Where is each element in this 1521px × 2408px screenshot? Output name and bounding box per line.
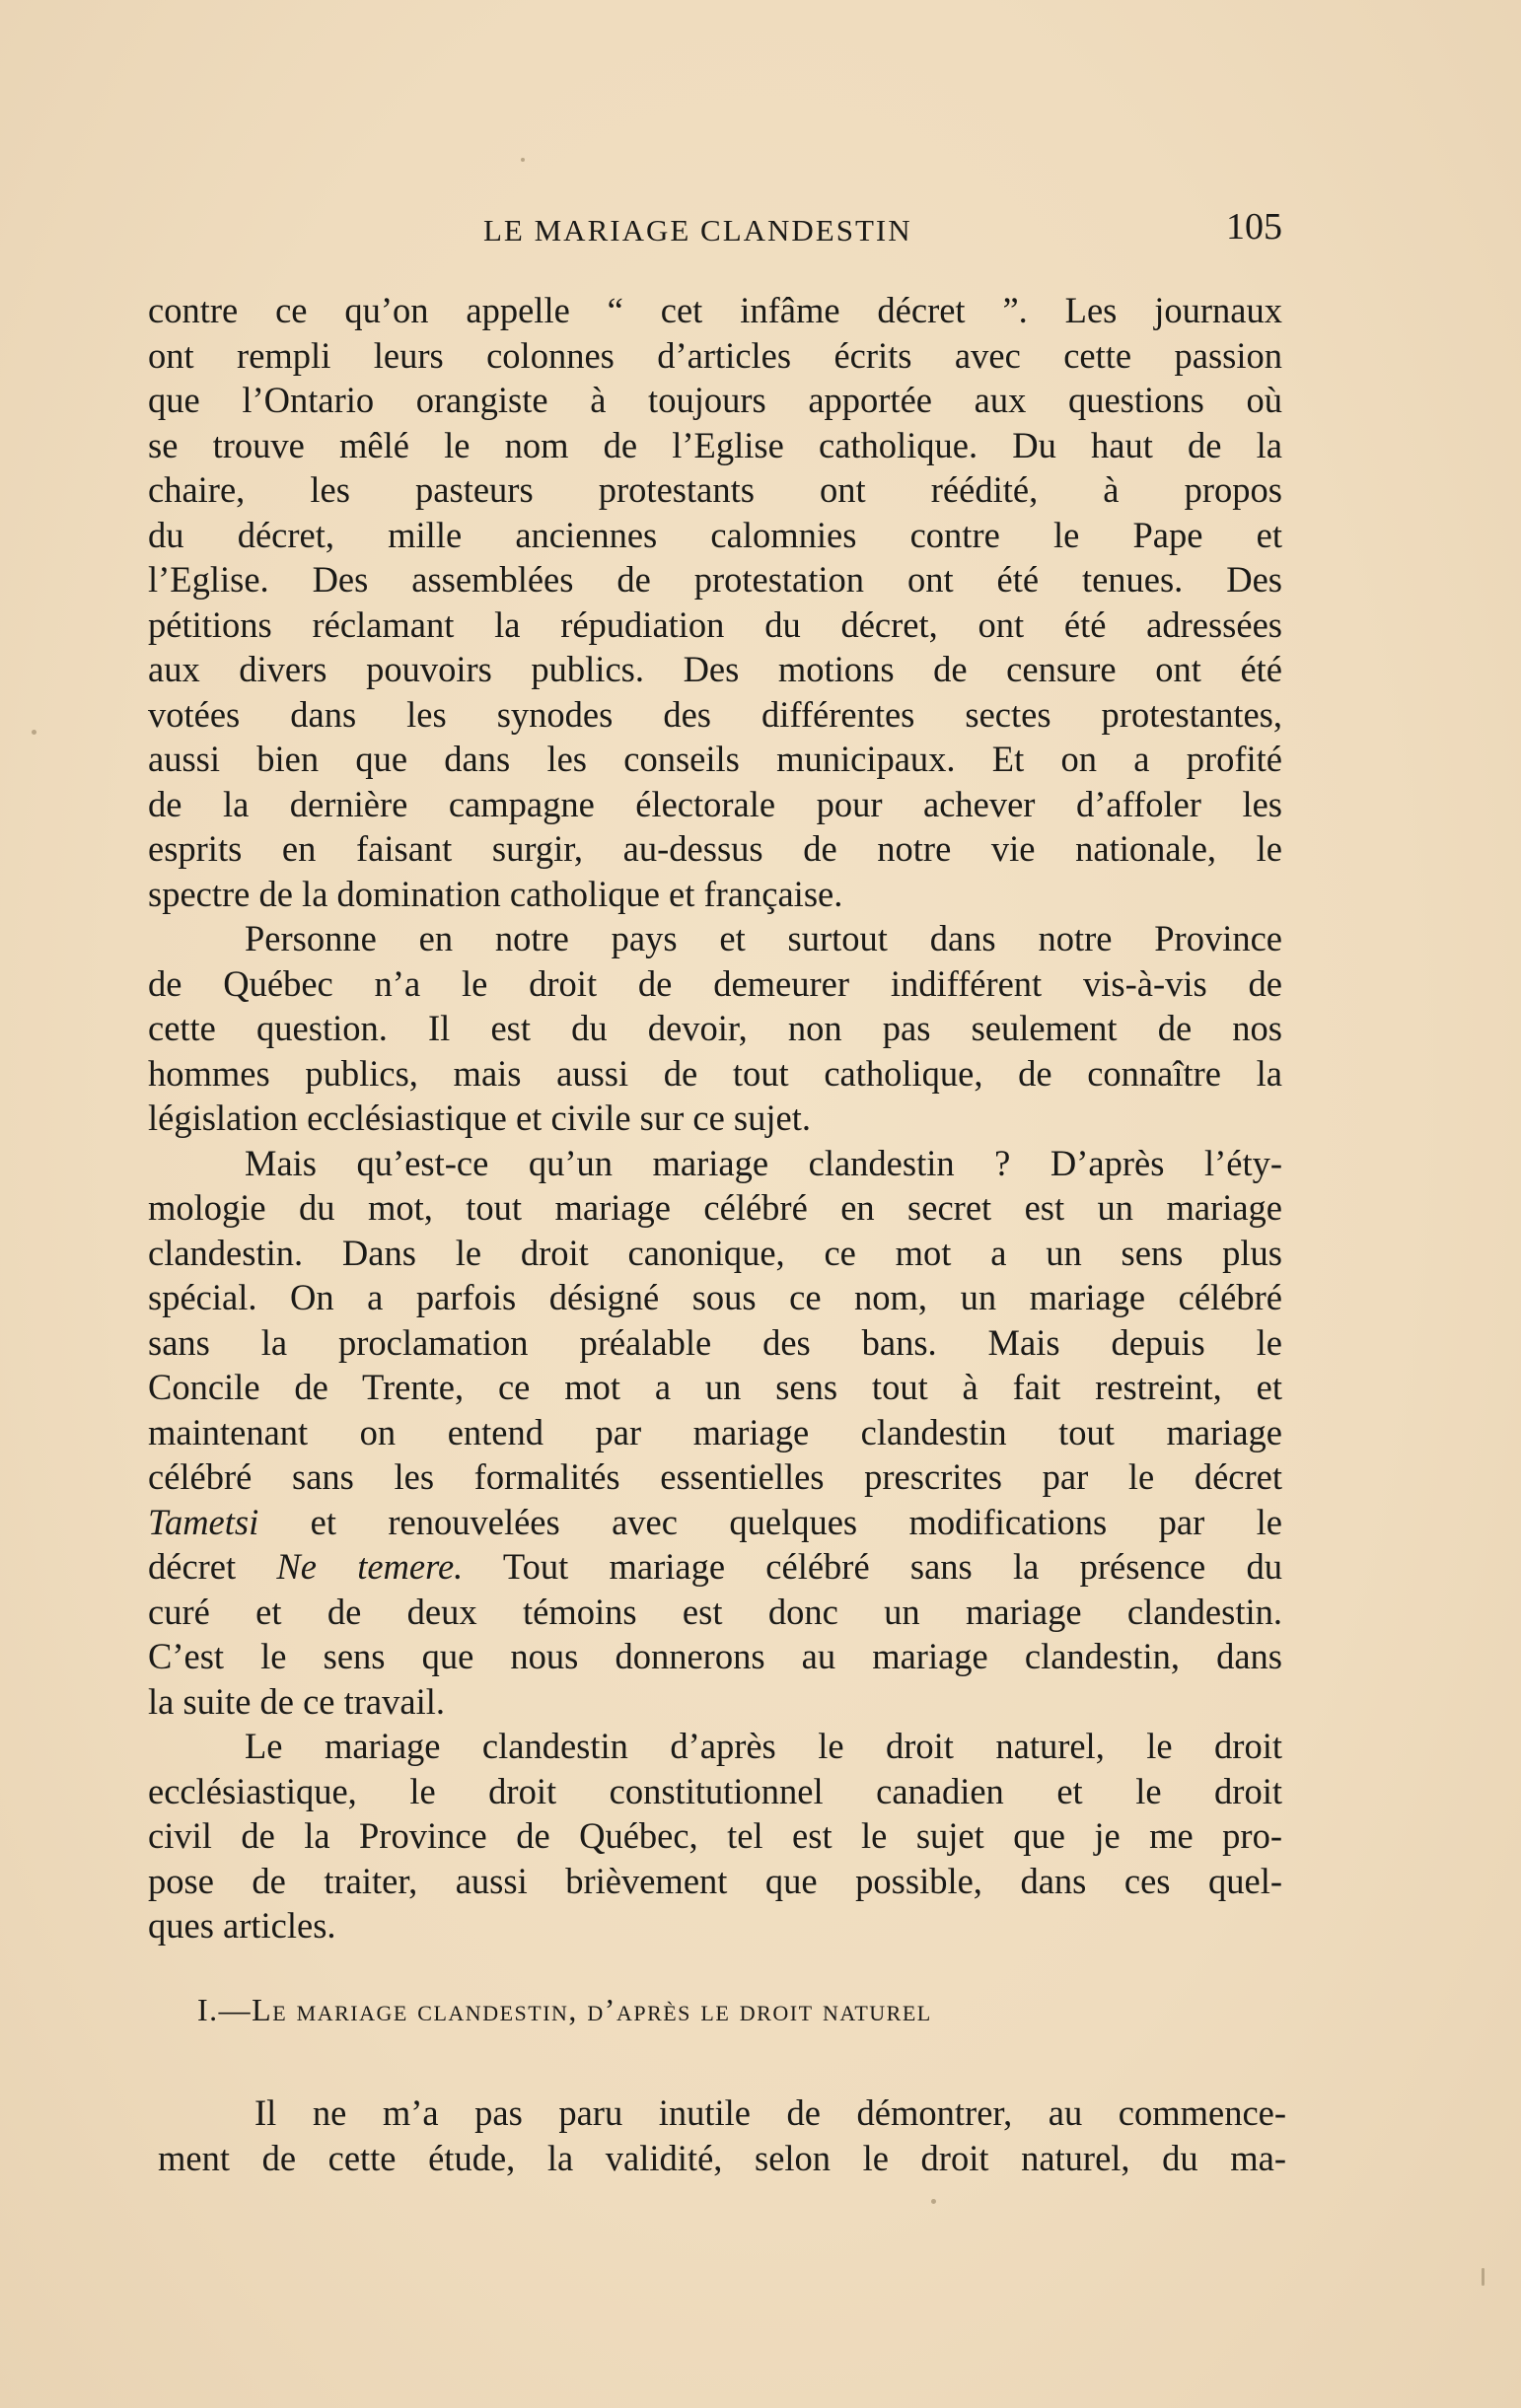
text-line: célébré sans les formalités essentielles prescrites par le décret — [148, 1456, 1282, 1497]
text-line: clandestin. Dans le droit canonique, ce mot a un sens plus — [148, 1232, 1282, 1273]
text-line: aux divers pouvoirs publics. Des motions de censure ont été — [148, 649, 1282, 689]
italic-term-ne-temere: Ne temere. — [276, 1546, 464, 1587]
text-line: la suite de ce travail. — [148, 1680, 445, 1722]
body-text — [148, 288, 1282, 1948]
paragraph-1 — [148, 288, 1282, 916]
text-line: sans la proclamation préalable des bans. Mais depuis le — [148, 1321, 1282, 1363]
text-line: esprits en faisant surgir, au-dessus de notre vie nationale, le — [148, 828, 1282, 869]
paragraph-4 — [148, 1724, 1282, 1948]
text-line: C’est le sens que nous donnerons au mariage clandestin, dans — [148, 1636, 1282, 1676]
running-head — [148, 205, 1282, 254]
text-line: législation ecclésiastique et civile sur ce sujet. — [148, 1098, 811, 1138]
paper-speck — [1482, 2268, 1485, 2286]
text-line: l’Eglise. Des assemblées de protestation ont été tenues. Des — [148, 559, 1282, 600]
running-title: LE MARIAGE CLANDESTIN — [483, 213, 912, 248]
text-line: curé et de deux témoins est donc un mariage clandestin. — [148, 1591, 1282, 1632]
line-start: décret — [148, 1546, 277, 1587]
text-line: ques articles. — [148, 1905, 336, 1946]
line-remainder: Tout mariage célébré sans la présence du — [463, 1546, 1282, 1587]
italic-term-tametsi: Tametsi — [148, 1501, 259, 1542]
text-line: hommes publics, mais aussi de tout catholique, de connaître la — [148, 1052, 1282, 1094]
text-line: votées dans les synodes des différentes sectes protestantes, — [148, 693, 1282, 735]
text-line: Personne en notre pays et surtout dans notre Province — [245, 918, 1282, 958]
text-line: contre ce qu’on appelle “ cet infâme décret ”. Les journaux — [148, 290, 1282, 330]
text-line: de Québec n’a le droit de demeurer indifférent vis-à-vis de — [148, 962, 1282, 1004]
text-line: Concile de Trente, ce mot a un sens tout à fait restreint, et — [148, 1367, 1282, 1407]
text-line: spécial. On a parfois désigné sous ce nom, un mariage célébré — [148, 1277, 1282, 1317]
text-line: aussi bien que dans les conseils municipaux. Et on a profité — [148, 739, 1282, 779]
text-line — [148, 1500, 1282, 1545]
paper-speck — [931, 2199, 936, 2204]
text-line: spectre de la domination catholique et française. — [148, 873, 843, 914]
text-line: ont rempli leurs colonnes d’articles écrits avec cette passion — [148, 334, 1282, 376]
text-line: se trouve mêlé le nom de l’Eglise catholique. Du haut de la — [148, 424, 1282, 465]
text-line — [148, 1544, 1282, 1590]
text-line: Mais qu’est-ce qu’un mariage clandestin ? D’après l’éty- — [245, 1142, 1282, 1183]
text-line: Le mariage clandestin d’après le droit naturel, le droit — [245, 1726, 1282, 1766]
text-line: pose de traiter, aussi brièvement que possible, dans ces quel- — [148, 1860, 1282, 1901]
text-line: maintenant on entend par mariage clandestin tout mariage — [148, 1411, 1282, 1452]
section-heading-text: I.—Le mariage clandestin, d’après le droit naturel — [197, 1992, 932, 2027]
paragraph-3 — [148, 1141, 1282, 1725]
section-paragraph — [158, 2090, 1286, 2180]
text-line: cette question. Il est du devoir, non pas seulement de nos — [148, 1008, 1282, 1048]
text-line: du décret, mille anciennes calomnies contre le Pape et — [148, 514, 1282, 555]
section-heading — [197, 1992, 1263, 2028]
text-line: Il ne m’a pas paru inutile de démontrer, au commence- — [254, 2092, 1286, 2133]
text-line: de la dernière campagne électorale pour achever d’affoler les — [148, 783, 1282, 824]
line-remainder: et renouvelées avec quelques modifications par le — [258, 1501, 1282, 1542]
text-line: ecclésiastique, le droit constitutionnel canadien et le droit — [148, 1770, 1282, 1811]
text-line: que l’Ontario orangiste à toujours apportée aux questions où — [148, 380, 1282, 420]
text-line: civil de la Province de Québec, tel est le sujet que je me pro- — [148, 1815, 1282, 1856]
page-number: 105 — [1226, 206, 1282, 248]
text-line: pétitions réclamant la répudiation du décret, ont été adressées — [148, 603, 1282, 645]
text-line: ment de cette étude, la validité, selon le droit naturel, du ma- — [158, 2137, 1286, 2178]
paper-speck — [521, 158, 525, 162]
paragraph-2 — [148, 916, 1282, 1141]
paper-speck — [32, 730, 36, 735]
text-line: mologie du mot, tout mariage célébré en secret est un mariage — [148, 1187, 1282, 1228]
text-line: chaire, les pasteurs protestants ont réédité, à propos — [148, 469, 1282, 510]
